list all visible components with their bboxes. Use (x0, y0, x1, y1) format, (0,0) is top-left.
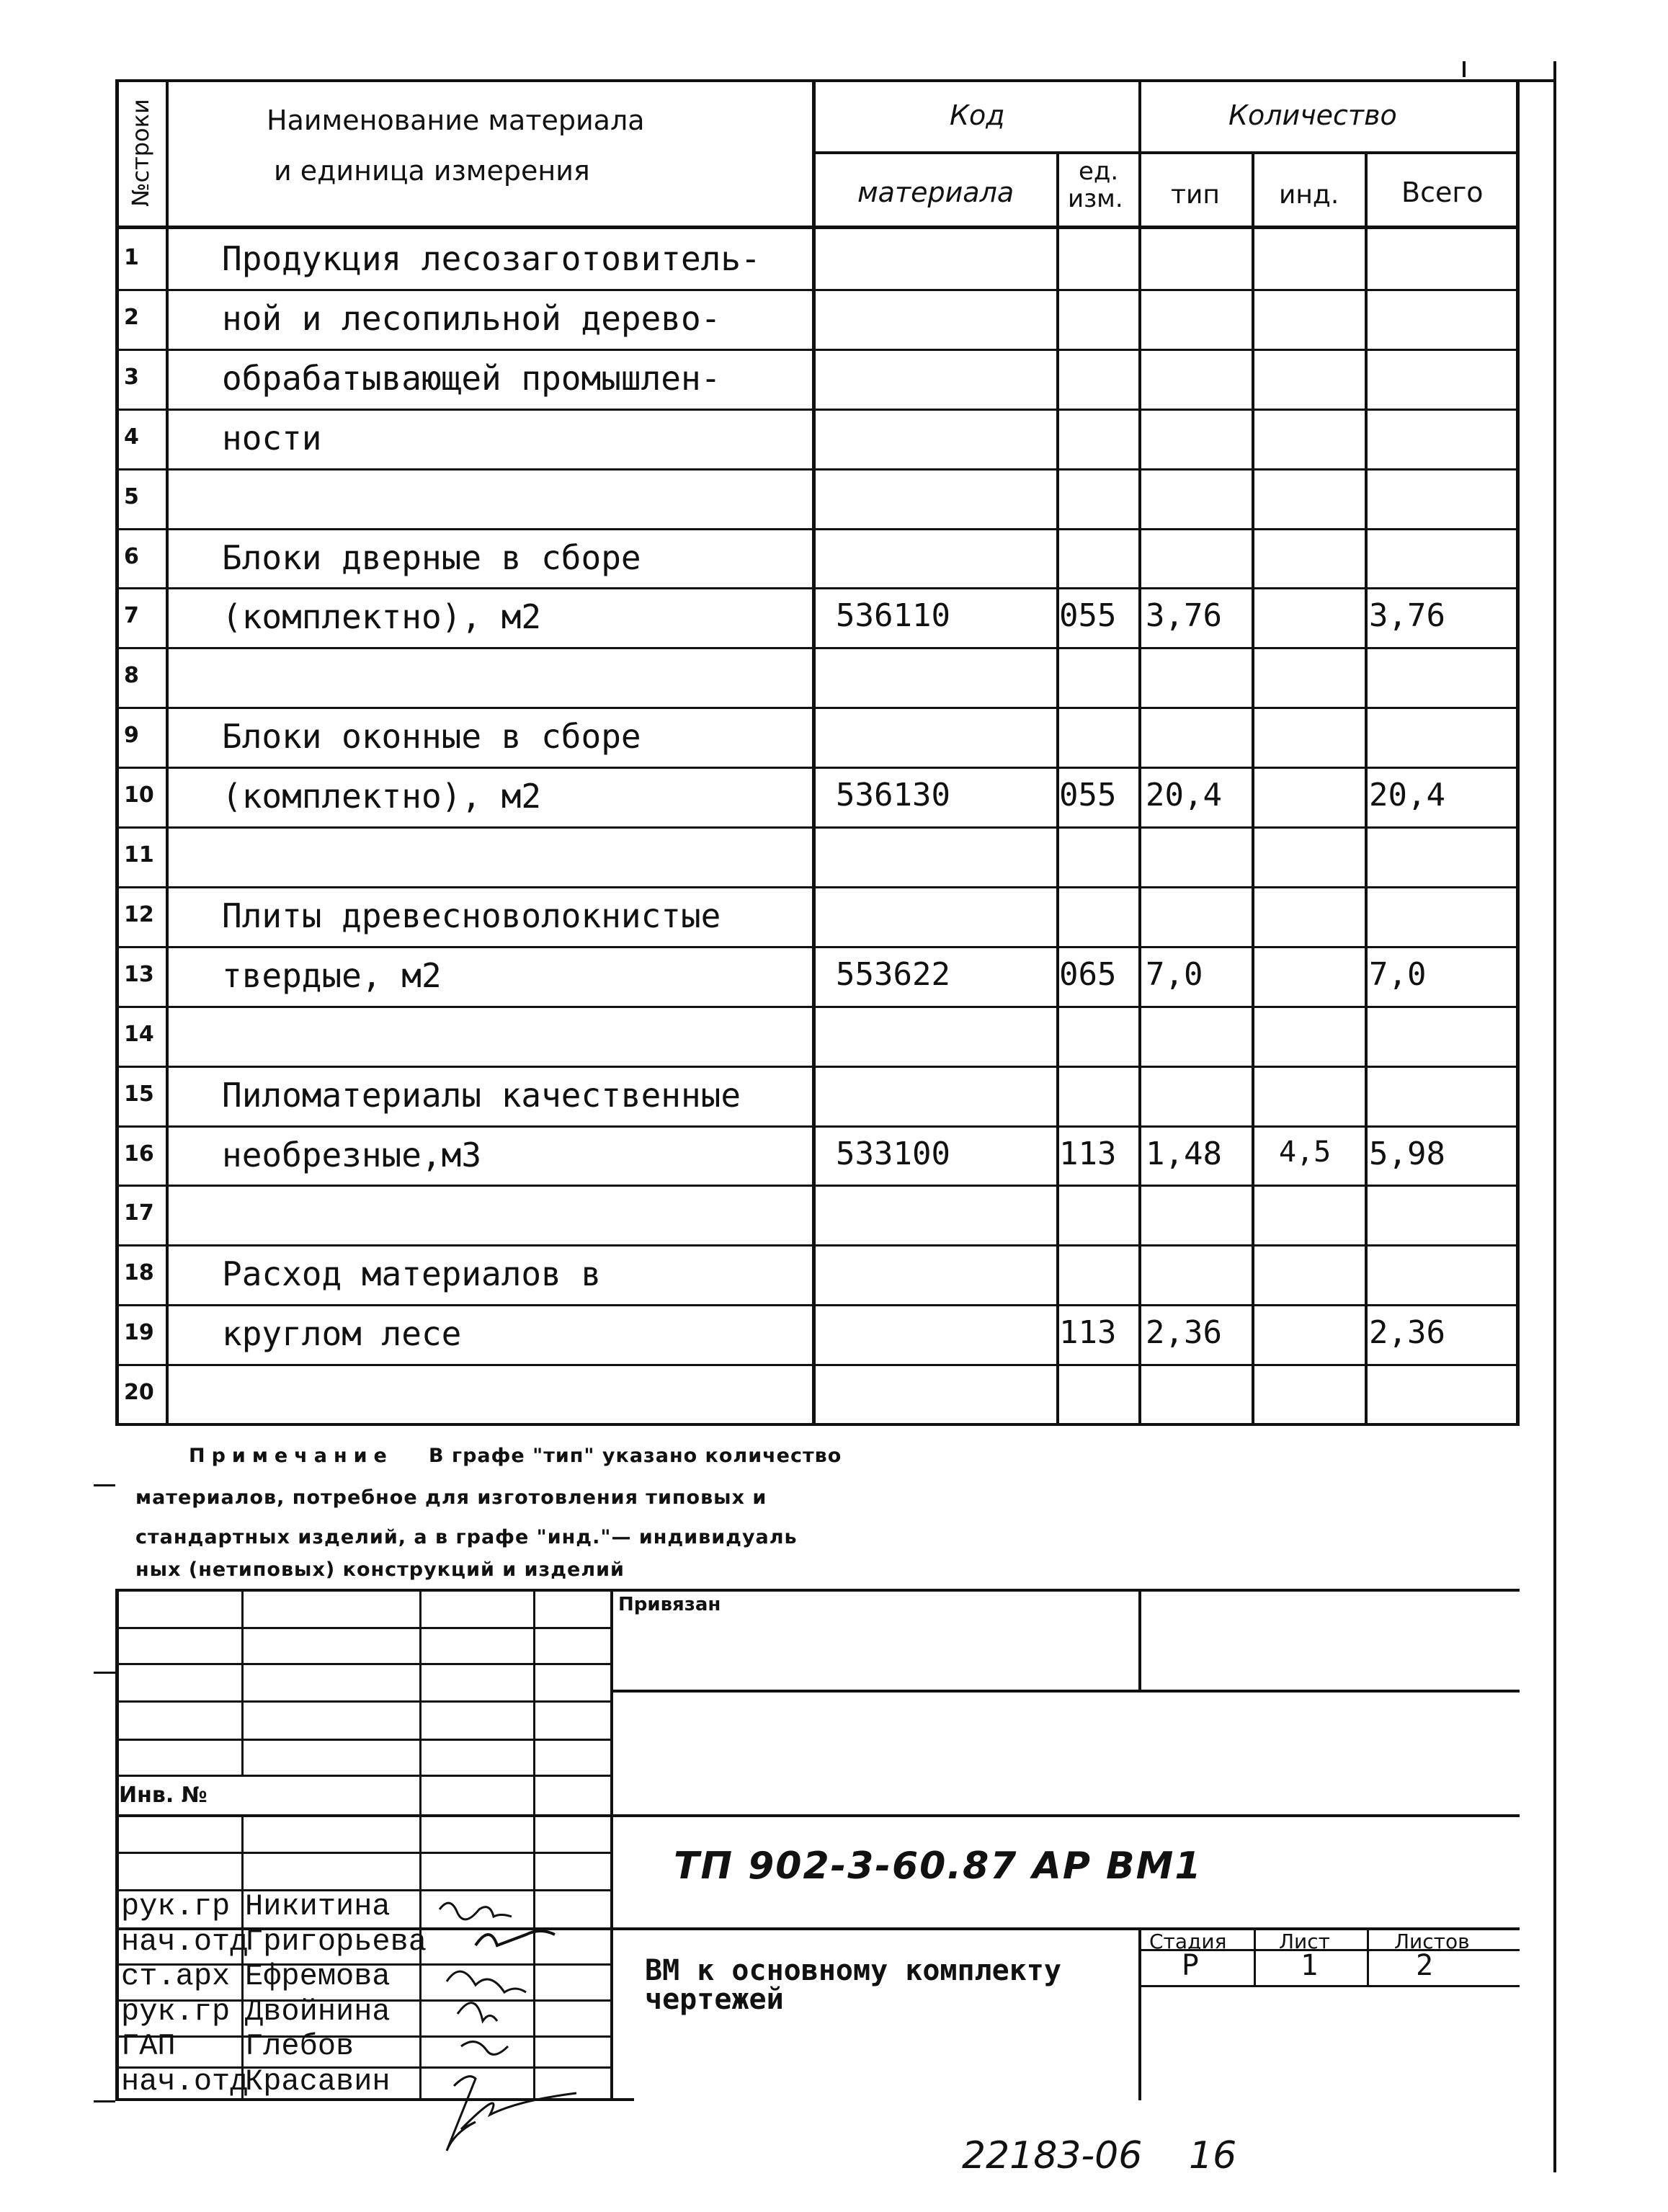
table-name-col-border (166, 79, 169, 1425)
header-bottom-line (115, 226, 1520, 229)
signatory-name: Глебов (245, 2029, 354, 2064)
header-total: Всего (1401, 177, 1484, 208)
table-top-border (115, 79, 1556, 82)
header-ind: инд. (1279, 180, 1339, 210)
cell-code: 533100 (836, 1135, 950, 1172)
cell-unit: 055 (1059, 597, 1117, 635)
table-row-line (115, 886, 1520, 888)
table-row-line (115, 707, 1520, 709)
stamp-grid-line (115, 1852, 612, 1854)
table-row-line (115, 1125, 1520, 1128)
stamp-grid-line (1254, 1927, 1256, 1986)
cell-n: 5 (124, 483, 139, 509)
signatory-role: нач.отд (121, 2064, 249, 2099)
header-typ: тип (1171, 180, 1220, 210)
cell-n: 6 (124, 543, 139, 569)
margin-tick (94, 2100, 115, 2102)
signatory-name: Григорьева (245, 1924, 427, 1959)
stamp-sheets-value: 2 (1416, 1949, 1434, 1982)
signatory-role: нач.отд (121, 1924, 249, 1959)
cell-n: 12 (124, 901, 154, 927)
header-unit-line2: изм. (1068, 184, 1123, 213)
cell-n: 1 (124, 245, 139, 270)
header-quantity: Количество (1228, 99, 1397, 131)
stamp-grid-line (1138, 1985, 1520, 1987)
header-material-code: материала (857, 177, 1014, 208)
cell-n: 9 (124, 723, 139, 749)
cell-unit: 113 (1059, 1314, 1117, 1352)
table-row-line (115, 1364, 1520, 1366)
cell-n: 2 (124, 304, 139, 330)
cell-name: ной и лесопильной дерево- (222, 298, 721, 338)
stamp-sheet-value: 1 (1301, 1949, 1319, 1982)
cell-name: (комплектно), м2 (222, 597, 542, 637)
stamp-title-line1: ВМ к основному комплекту (645, 1954, 1061, 1987)
cell-unit: 065 (1059, 955, 1117, 993)
frame-right-line (1553, 61, 1556, 2172)
table-row-line (115, 1006, 1520, 1008)
table-row-line (115, 528, 1520, 530)
note-line1-text: В графе "тип" указано количество (429, 1445, 842, 1467)
margin-tick (94, 1672, 115, 1674)
table-row-line (115, 946, 1520, 948)
cell-name: необрезные,м3 (222, 1135, 482, 1174)
signatory-name: Красавин (245, 2064, 391, 2099)
signatory-role: рук.гр (121, 1889, 231, 1924)
stamp-grid-line (1138, 1589, 1141, 1691)
header-material-name-line1: Наименование материала (267, 104, 645, 136)
cell-name: Расход материалов в (222, 1254, 602, 1294)
table-row-line (115, 409, 1520, 411)
table-row-line (115, 587, 1520, 589)
cell-n: 13 (124, 961, 154, 987)
cell-typ: 1,48 (1146, 1135, 1222, 1172)
note-line3: стандартных изделий, а в графе "инд."— индивидуаль (135, 1526, 798, 1548)
cell-unit: 055 (1059, 777, 1117, 814)
table-right-border (1516, 79, 1520, 1425)
signatory-name: Ефремова (245, 1959, 391, 1994)
header-material-name-line2: и единица измерения (274, 155, 590, 187)
cell-n: 11 (124, 842, 154, 868)
signatory-name: Никитина (245, 1889, 391, 1924)
stamp-privyazan: Привязан (618, 1594, 721, 1615)
cell-n: 19 (124, 1320, 154, 1346)
cell-n: 18 (124, 1260, 154, 1286)
stamp-grid-line (115, 1700, 612, 1703)
frame-top-tick (1463, 61, 1466, 77)
table-row-line (115, 1185, 1520, 1187)
stamp-grid-line (115, 1663, 612, 1665)
cell-n: 4 (124, 424, 139, 450)
cell-n: 7 (124, 603, 139, 629)
cell-typ: 2,36 (1146, 1314, 1222, 1352)
cell-n: 10 (124, 782, 154, 808)
footer-page: 16 (1189, 2134, 1237, 2177)
cell-n: 16 (124, 1141, 154, 1167)
footer-code: 22183-06 (962, 2134, 1143, 2177)
header-code: Код (950, 99, 1005, 131)
cell-name: (комплектно), м2 (222, 777, 542, 816)
cell-n: 14 (124, 1021, 154, 1047)
cell-n: 8 (124, 663, 139, 689)
cell-name: Плиты древесноволокнистые (222, 896, 721, 935)
cell-name: Блоки оконные в сборе (222, 717, 641, 757)
note-line2: материалов, потребное для изготовления типовых и (135, 1486, 767, 1509)
cell-name: Пиломатериалы качественные (222, 1075, 741, 1115)
handwritten-signatures (418, 1888, 663, 2198)
stamp-grid-line (115, 1589, 119, 2100)
cell-typ: 7,0 (1146, 955, 1203, 993)
table-row-line (115, 647, 1520, 649)
cell-name: Блоки дверные в сборе (222, 538, 641, 577)
header-split-line (812, 151, 1520, 154)
cell-n: 3 (124, 364, 139, 390)
cell-total: 2,36 (1369, 1314, 1445, 1352)
table-row-line (115, 468, 1520, 471)
stamp-grid-line (115, 1775, 612, 1777)
cell-name: обрабатывающей промышлен- (222, 358, 721, 398)
table-row-line (115, 289, 1520, 291)
table-row-line (115, 1244, 1520, 1247)
signatory-role: ГАП (121, 2029, 176, 2064)
table-row-line (115, 1066, 1520, 1068)
cell-n: 17 (124, 1200, 154, 1226)
stamp-designation: ТП 902-3-60.87 АР ВМ1 (674, 1845, 1203, 1888)
cell-n: 20 (124, 1380, 154, 1406)
cell-total: 5,98 (1369, 1135, 1445, 1172)
cell-unit: 113 (1059, 1135, 1117, 1172)
cell-total: 20,4 (1369, 777, 1445, 814)
stamp-grid-line (1138, 1927, 1141, 2100)
table-bottom-line (115, 1423, 1520, 1426)
stamp-grid-line (115, 1739, 612, 1741)
cell-name: твердые, м2 (222, 955, 442, 995)
stamp-title-line2: чертежей (645, 1983, 784, 2016)
stamp-sheets-label: Листов (1394, 1930, 1470, 1953)
cell-typ: 20,4 (1146, 777, 1222, 814)
cell-code: 553622 (836, 955, 950, 993)
table-code-col-border (812, 79, 816, 1425)
stamp-grid-line (115, 1814, 1520, 1817)
cell-code: 536110 (836, 597, 950, 635)
stamp-inv-no: Инв. № (119, 1783, 208, 1808)
stamp-stage-value: Р (1182, 1949, 1200, 1982)
cell-name: круглом лесе (222, 1314, 462, 1354)
header-unit-line1: ед. (1079, 157, 1119, 186)
stamp-grid-line (115, 1627, 612, 1629)
stamp-top-line (115, 1589, 1520, 1592)
note-line4: ных (нетиповых) конструкций и изделий (135, 1558, 625, 1581)
cell-name: ности (222, 418, 322, 458)
stamp-grid-line (610, 1690, 1520, 1693)
cell-total: 3,76 (1369, 597, 1445, 635)
cell-typ: 3,76 (1146, 597, 1222, 635)
table-total-col-border (1365, 153, 1368, 1425)
cell-ind: 4,5 (1279, 1135, 1332, 1169)
signatory-role: ст.арх (121, 1959, 231, 1994)
signatory-name: Двойнина (245, 1994, 391, 2029)
stamp-stage-label: Стадия (1149, 1930, 1227, 1953)
table-row-line (115, 1304, 1520, 1306)
margin-tick (94, 1484, 115, 1486)
stamp-grid-line (1367, 1927, 1369, 1986)
table-row-line (115, 826, 1520, 829)
table-row-line (115, 349, 1520, 351)
table-row-line (115, 767, 1520, 769)
stamp-sheet-label: Лист (1279, 1930, 1330, 1953)
table-left-border (115, 79, 119, 1425)
signatory-role: рук.гр (121, 1994, 231, 2029)
stamp-grid-line (241, 1589, 244, 1776)
header-row-number: №строки (127, 99, 154, 207)
table-ind-col-border (1252, 153, 1254, 1425)
cell-n: 15 (124, 1081, 154, 1107)
note-line1-label: Примечание (189, 1445, 393, 1467)
cell-total: 7,0 (1369, 955, 1427, 993)
table-qty-col-border (1138, 79, 1141, 1425)
cell-name: Продукция лесозаготовитель- (222, 239, 761, 278)
cell-code: 536130 (836, 777, 950, 814)
